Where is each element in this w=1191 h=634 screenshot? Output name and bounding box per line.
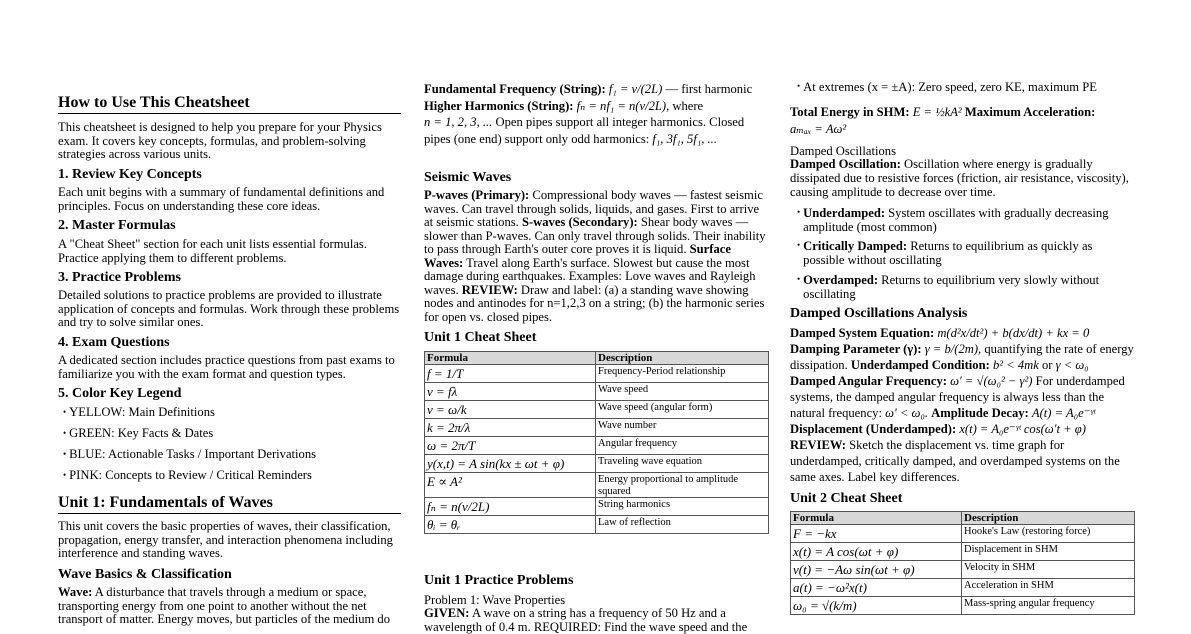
- formula-cell: θᵢ = θᵣ: [425, 516, 596, 534]
- table-row: [425, 498, 769, 516]
- unit-intro: This unit covers the basic properties of waves, their classification, propagation, energy transfer, and interaction phenomena including interference and standing waves.: [58, 519, 393, 560]
- unit-title: Unit 1: Fundamentals of Waves: [58, 493, 401, 514]
- table-row: [791, 561, 1135, 579]
- description-cell: Angular frequency: [596, 437, 769, 455]
- formula-cell: k = 2π/λ: [425, 419, 596, 437]
- table-row: [425, 437, 769, 455]
- legend-item: • YELLOW: Main Definitions: [63, 405, 215, 421]
- seismic-paragraph: P-waves (Primary): Compressional body waves — fastest seismic waves. Can travel through solids, liquids, and gases. First to arrive at seismic stations. S-waves (Secondary): Shear body waves — slower than P-waves. Can only travel through solids. Their inability to pass through Earth's outer core proves it is liquid. Surface Waves: Travel along Earth's surface. Slowest but cause the most damage during earthquakes. Examples: Love waves and Rayleigh waves. REVIEW: Draw and label: (a) a standing wave showing nodes and antinodes for n=1,2,3 on a string; (b) the harmonic series for open vs. closed pipes.: [424, 188, 766, 324]
- damped-analysis-heading: Damped Oscillations Analysis: [790, 306, 968, 321]
- formula-cell: v(t) = −Aω sin(ωt + φ): [791, 561, 962, 579]
- unit1-cheat-table: [424, 351, 769, 534]
- section-text: Each unit begins with a summary of fundamental definitions and principles. Focus on understanding these core ideas.: [58, 185, 385, 213]
- description-cell: Mass-spring angular frequency: [962, 597, 1135, 615]
- problem-given: GIVEN: A wave on a string has a frequency of 50 Hz and a wavelength of 0.4 m. REQUIRED: Find the wave speed and the: [424, 606, 748, 634]
- formula-cell: f = 1/T: [425, 365, 596, 383]
- column-header: Formula: [791, 512, 962, 525]
- formula-cell: fₙ = n(v/2L): [425, 498, 596, 516]
- table-row: [425, 401, 769, 419]
- description-cell: String harmonics: [596, 498, 769, 516]
- description-cell: Traveling wave equation: [596, 455, 769, 473]
- table-row: [791, 543, 1135, 561]
- damping-list-item: • Critically Damped: Returns to equilibrium as quickly as possible without oscillating: [797, 240, 1132, 267]
- legend-item: • BLUE: Actionable Tasks / Important Derivations: [63, 447, 316, 463]
- section-heading: 4. Exam Questions: [58, 335, 170, 350]
- description-cell: Energy proportional to amplitude squared: [596, 473, 769, 498]
- extremes-item: • At extremes (x = ±A): Zero speed, zero KE, maximum PE: [797, 81, 1132, 95]
- section-heading: 1. Review Key Concepts: [58, 167, 202, 182]
- column-header: Description: [962, 512, 1135, 525]
- legend-item: • PINK: Concepts to Review / Critical Reminders: [63, 468, 312, 484]
- damping-list-item: • Underdamped: System oscillates with gradually decreasing amplitude (most common): [797, 207, 1132, 234]
- damped-plain-heading: Damped Oscillations: [790, 144, 896, 158]
- description-cell: Acceleration in SHM: [962, 579, 1135, 597]
- table-header-row: [791, 512, 1135, 525]
- legend-heading: 5. Color Key Legend: [58, 386, 182, 401]
- table-header-row: [425, 352, 769, 365]
- formula-cell: x(t) = A cos(ωt + φ): [791, 543, 962, 561]
- section-heading: 2. Master Formulas: [58, 218, 176, 233]
- formula-cell: y(x,t) = A sin(kx ± ωt + φ): [425, 455, 596, 473]
- table-row: [791, 525, 1135, 543]
- table-row: [791, 579, 1135, 597]
- problem-title: Problem 1: Wave Properties: [424, 593, 566, 607]
- damped-analysis-paragraph: Damped System Equation: m(d²x/dt²) + b(dx/dt) + kx = 0 Damping Parameter (γ): γ = b/(2m), quantifying the rate of energy dissipation. Underdamped Condition: b² < 4mk or γ < ω₀ Damped Angular Frequency: ω′ = √(ω₀² − γ²) For underdamped systems, the damped angular frequency is always less than the natural frequency: ω′ < ω₀. Amplitude Decay: A(t) = A₀e⁻ᵞᵗ Displacement (Underdamped): x(t) = A₀e⁻ᵞᵗ cos(ω′t + φ) REVIEW: Sketch the displacement vs. time graph for underdamped, critically damped, and overdamped systems on the same axes. Label key differences.: [790, 326, 1134, 484]
- description-cell: Wave number: [596, 419, 769, 437]
- table-row: [425, 455, 769, 473]
- cheatsheet-title: How to Use This Cheatsheet: [58, 93, 401, 114]
- table-row: [425, 419, 769, 437]
- description-cell: Displacement in SHM: [962, 543, 1135, 561]
- intro-paragraph: This cheatsheet is designed to help you prepare for your Physics exam. It covers key concepts, formulas, and problem-solving strategies across various units.: [58, 120, 382, 161]
- section-text: A "Cheat Sheet" section for each unit lists essential formulas. Practice applying them to different problems.: [58, 237, 367, 265]
- table-row: [425, 516, 769, 534]
- formula-cell: v = fλ: [425, 383, 596, 401]
- table-row: [791, 597, 1135, 615]
- column-header: Formula: [425, 352, 596, 365]
- formula-cell: ω = 2π/T: [425, 437, 596, 455]
- wave-basics-heading: Wave Basics & Classification: [58, 567, 232, 582]
- damped-definition: Damped Oscillation: Oscillation where energy is gradually dissipated due to resistive forces (friction, air resistance, viscosity), causing amplitude to decrease over time.: [790, 157, 1129, 199]
- damping-list-item: • Overdamped: Returns to equilibrium very slowly without oscillating: [797, 274, 1132, 301]
- table-row: [425, 383, 769, 401]
- description-cell: Wave speed (angular form): [596, 401, 769, 419]
- legend-item: • GREEN: Key Facts & Dates: [63, 426, 213, 442]
- description-cell: Wave speed: [596, 383, 769, 401]
- wave-definition: Wave: A disturbance that travels through a medium or space, transporting energy from one point to another without the net transport of matter. Energy moves, but particles of the medium do: [58, 585, 391, 626]
- description-cell: Law of reflection: [596, 516, 769, 534]
- unit2-cheat-table: [790, 511, 1135, 615]
- unit2-cheat-heading: Unit 2 Cheat Sheet: [790, 491, 903, 506]
- formula-cell: ω₀ = √(k/m): [791, 597, 962, 615]
- unit1-practice-heading: Unit 1 Practice Problems: [424, 573, 574, 588]
- table-row: [425, 473, 769, 498]
- section-text: Detailed solutions to practice problems are provided to illustrate application of concepts and formulas. Work through these problems and try to solve similar ones.: [58, 288, 400, 329]
- unit1-cheat-heading: Unit 1 Cheat Sheet: [424, 330, 537, 345]
- section-text: A dedicated section includes practice questions from past exams to familiarize you with the exam format and question types.: [58, 353, 395, 381]
- energy-paragraph: Total Energy in SHM: E = ½kA² Maximum Acceleration: aₘₐₓ = Aω²: [790, 105, 1096, 136]
- formula-cell: F = −kx: [791, 525, 962, 543]
- formula-cell: a(t) = −ω²x(t): [791, 579, 962, 597]
- fundamental-frequency-paragraph: Fundamental Frequency (String): f₁ = v/(2L) — first harmonic Higher Harmonics (String): fₙ = nf₁ = n(v/2L), where n = 1, 2, 3, ... Open pipes support all integer harmonics. Closed pipes (one end) support only odd harmonics: f₁, 3f₁, 5f₁, ...: [424, 82, 753, 146]
- seismic-heading: Seismic Waves: [424, 170, 512, 185]
- description-cell: Frequency-Period relationship: [596, 365, 769, 383]
- table-row: [425, 365, 769, 383]
- formula-cell: v = ω/k: [425, 401, 596, 419]
- formula-cell: E ∝ A²: [425, 473, 596, 498]
- description-cell: Velocity in SHM: [962, 561, 1135, 579]
- description-cell: Hooke's Law (restoring force): [962, 525, 1135, 543]
- section-heading: 3. Practice Problems: [58, 270, 181, 285]
- column-header: Description: [596, 352, 769, 365]
